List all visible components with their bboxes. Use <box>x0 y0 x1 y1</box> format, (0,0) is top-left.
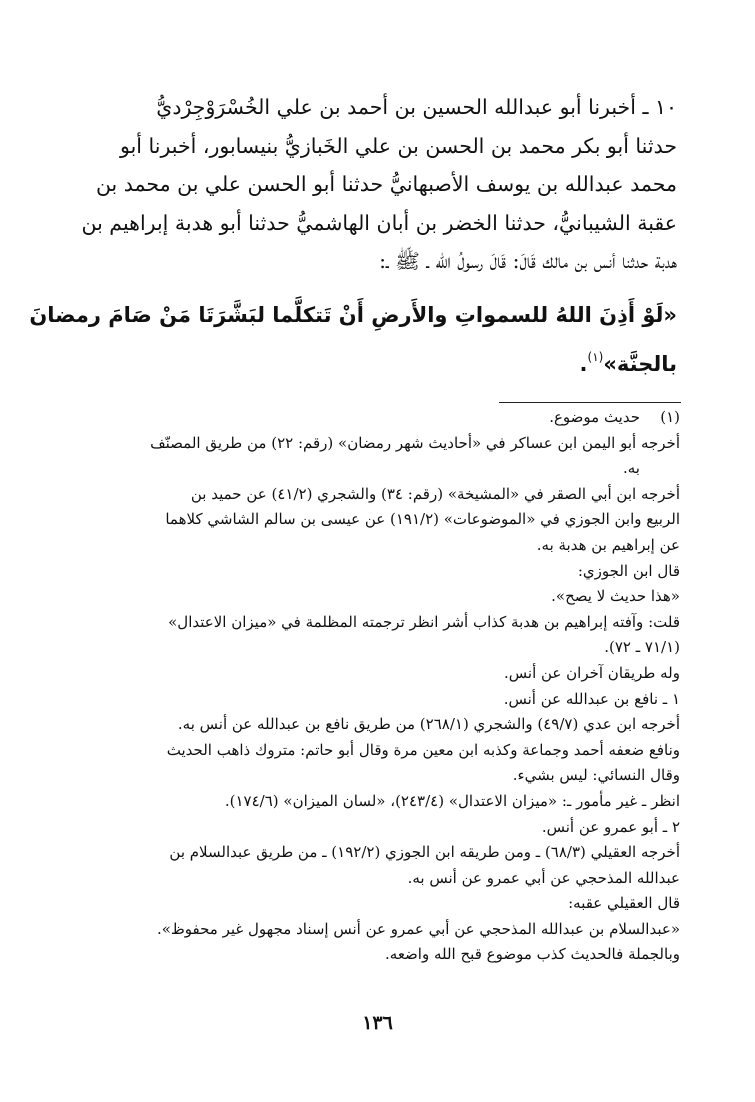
footnote-line: انظر ـ غير مأمور ـ: «ميزان الاعتدال» (٢٤٣/٤)، «لسان الميزان» (١٧٤/٦). <box>224 791 680 810</box>
main-line: عقبة الشيبانيُّ، حدثنا الخضر بن أبان الهاشميُّ حدثنا أبو هدبة إبراهيم بن <box>81 210 677 235</box>
main-line: محمد عبدالله بن يوسف الأصبهانيُّ حدثنا أبو الحسن علي بن محمد بن <box>95 172 677 196</box>
footnote-line: به. <box>623 459 640 478</box>
footnote-number: (١) <box>660 408 680 426</box>
footnote-line: أخرجه أبو اليمن ابن عساكر في «أحاديث شهر رمضان» (رقم: ٢٢) من طريق المصنّف <box>150 433 680 452</box>
footnote-line: قال ابن الجوزي: <box>577 561 680 580</box>
footnote-line: وله طريقان آخران عن أنس. <box>504 663 680 682</box>
footnote-line: الربيع وابن الجوزي في «الموضوعات» (١٩١/٢) عن عيسى بن سالم الشاشي كلاهما <box>165 510 680 529</box>
footnote-line: قلت: وآفته إبراهيم بن هدبة كذاب أشر انظر ترجمته المظلمة في «ميزان الاعتدال» <box>168 612 680 631</box>
footnote-reference[interactable]: (١) <box>587 350 604 364</box>
footnote-line: «هذا حديث لا يصح». <box>551 587 680 606</box>
footnote-line: «عبدالسلام بن عبدالله المذحجي عن أبي عمرو عن أنس إسناد مجهول غير محفوظ». <box>156 919 680 938</box>
footnote-line: ونافع ضعفه أحمد وجماعة وكذبه ابن معين مرة وقال أبو حاتم: متروك ذاهب الحديث <box>166 740 680 759</box>
footnote-line: وبالجملة فالحديث كذب موضوع قبح الله واضعه. <box>385 945 680 964</box>
footnote-line: قال العقيلي عقبه: <box>568 894 680 913</box>
footnote-line: ٢ ـ أبو عمرو عن أنس. <box>541 817 680 836</box>
footnote-line: ١ ـ نافع بن عبدالله عن أنس. <box>503 689 680 708</box>
footnote-line: (٧١/١ ـ ٧٢). <box>604 638 680 657</box>
footnote-line: عن إبراهيم بن هدبة به. <box>536 535 680 554</box>
footnote-line: أخرجه ابن أبي الصقر في «المشيخة» (رقم: ٣٤) والشجري (٤١/٢) عن حميد بن <box>190 484 680 503</box>
hadith-line: «لَوْ أَذِنَ اللهُ للسمواتِ والأَرضِ أَنْ تَتكلَّما لبَشَّرَتَا مَنْ صَامَ رمضانَ <box>29 303 677 327</box>
page-number: ١٣٦ <box>362 1012 393 1034</box>
footnote-line: وقال النسائي: ليس بشيء. <box>512 766 680 785</box>
footnote-separator <box>499 402 681 403</box>
footnote-line: أخرجه العقيلي (٦٨/٣) ـ ومن طريقه ابن الجوزي (١٩٢/٢) ـ من طريق عبدالسلام بن <box>169 843 680 862</box>
footnote-line: عبدالله المذحجي عن أبي عمرو عن أنس به. <box>407 868 680 887</box>
footnote-line <box>80 405 680 431</box>
footnote-first-line: حديث موضوع. <box>549 408 640 426</box>
main-line: هدبة حدثنا أنس بن مالك قَالَ: قَالَ رسولُ الله ـ ﷺ ـ: <box>379 249 677 273</box>
hadith-period: . <box>579 352 588 376</box>
main-text <box>78 88 677 281</box>
hadith-line: بالجنَّة» <box>603 352 677 376</box>
main-line: ١٠ ـ أخبرنا أبو عبدالله الحسين بن أحمد بن علي الخُسْرَوْجِرْديُّ <box>156 95 677 119</box>
footnote-line: أخرجه ابن عدي (٤٩/٧) والشجري (٢٦٨/١) من طريق نافع بن عبدالله عن أنس به. <box>177 715 680 734</box>
hadith-text <box>29 294 677 385</box>
footnotes <box>80 405 680 968</box>
hadith-line-end <box>78 336 677 385</box>
main-line: حدثنا أبو بكر محمد بن الحسن بن علي الخَبازيُّ بنيسابور، أخبرنا أبو <box>120 133 677 158</box>
